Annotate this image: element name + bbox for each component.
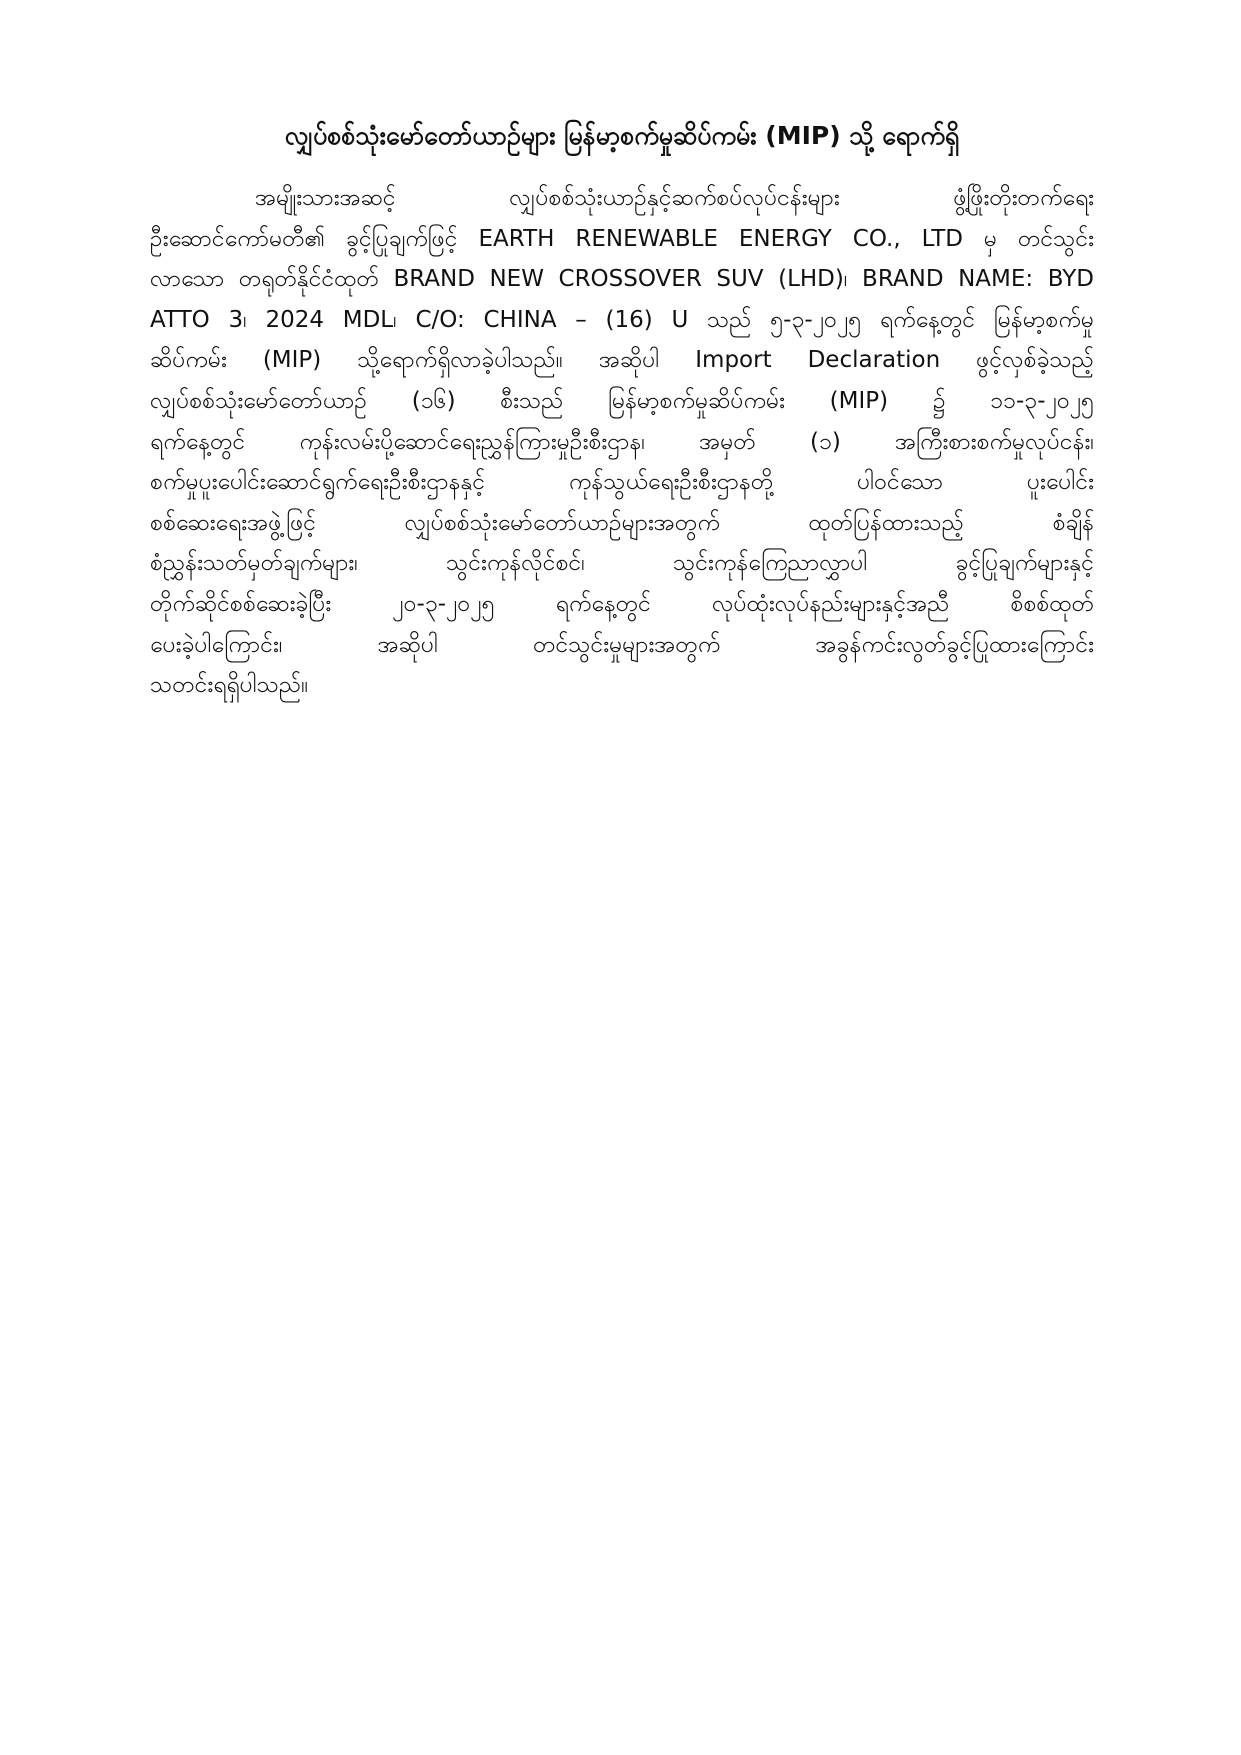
body-line: ပေးခဲ့ပါကြောင်း၊ အဆိုပါ တင်သွင်းမှုများအတွက် အခွန်ကင်းလွတ်ခွင့်ပြုထားကြောင်း: [150, 631, 1094, 658]
body-line: လျှပ်စစ်သုံးမော်တော်ယာဉ် (၁၆) စီးသည် မြန်မာ့စက်မှုဆိပ်ကမ်း (MIP) ၌ ၁၁-၃-၂၀၂၅: [150, 387, 1094, 414]
body-line: စံညွှန်းသတ်မှတ်ချက်များ၊ သွင်းကုန်လိုင်စင်၊ သွင်းကုန်ကြေညာလွှာပါ ခွင့်ပြုချက်များနှင့်: [150, 550, 1094, 577]
body-line: အမျိုးသားအဆင့် လျှပ်စစ်သုံးယာဉ်နှင့်ဆက်စပ်လုပ်ငန်းများ ဖွံ့ဖြိုးတိုးတက်ရေး: [255, 185, 1094, 211]
body-line: စက်မှုပူးပေါင်းဆောင်ရွက်ရေးဦးစီးဌာနနှင့် ကုန်သွယ်ရေးဦးစီးဌာနတို့ ပါဝင်သော ပူးပေါင်း: [150, 469, 1094, 496]
body-line: တိုက်ဆိုင်စစ်ဆေးခဲ့ပြီး ၂၀-၃-၂၀၂၅ ရက်နေ့တွင် လုပ်ထုံးလုပ်နည်းများနှင့်အညီ စိစစ်ထုတ်: [150, 590, 1094, 617]
body-line: စစ်ဆေးရေးအဖွဲ့ဖြင့် လျှပ်စစ်သုံးမော်တော်ယာဉ်များအတွက် ထုတ်ပြန်ထားသည့် စံချိန်: [150, 509, 1094, 536]
body-line: ဦးဆောင်ကော်မတီ၏ ခွင့်ပြုချက်ဖြင့် EARTH RENEWABLE ENERGY CO., LTD မှ တင်သွင်း: [150, 225, 1094, 252]
document-title: လျှပ်စစ်သုံးမော်တော်ယာဉ်များ မြန်မာ့စက်မှုဆိပ်ကမ်း (MIP) သို့ ရောက်ရှိ: [284, 121, 960, 150]
body-line: ရက်နေ့တွင် ကုန်းလမ်းပို့ဆောင်ရေးညွှန်ကြားမှုဦးစီးဌာန၊ အမှတ် (၁) အကြီးစားစက်မှုလုပ်ငန်း၊: [150, 428, 1094, 455]
body-line: လာသော တရုတ်နိုင်ငံထုတ် BRAND NEW CROSSOVER SUV (LHD)၊ BRAND NAME: BYD: [150, 266, 1094, 293]
body-line: သတင်းရရှိပါသည်။: [150, 672, 309, 699]
document-body: [150, 178, 1094, 706]
body-line: ဆိပ်ကမ်း (MIP) သို့ရောက်ရှိလာခဲ့ပါသည်။ အဆိုပါ Import Declaration ဖွင့်လှစ်ခဲ့သည့်: [150, 347, 1094, 374]
body-line: ATTO 3၊ 2024 MDL၊ C/O: CHINA – (16) U သည် ၅-၃-၂၀၂၅ ရက်နေ့တွင် မြန်မာ့စက်မှု: [150, 306, 1094, 333]
